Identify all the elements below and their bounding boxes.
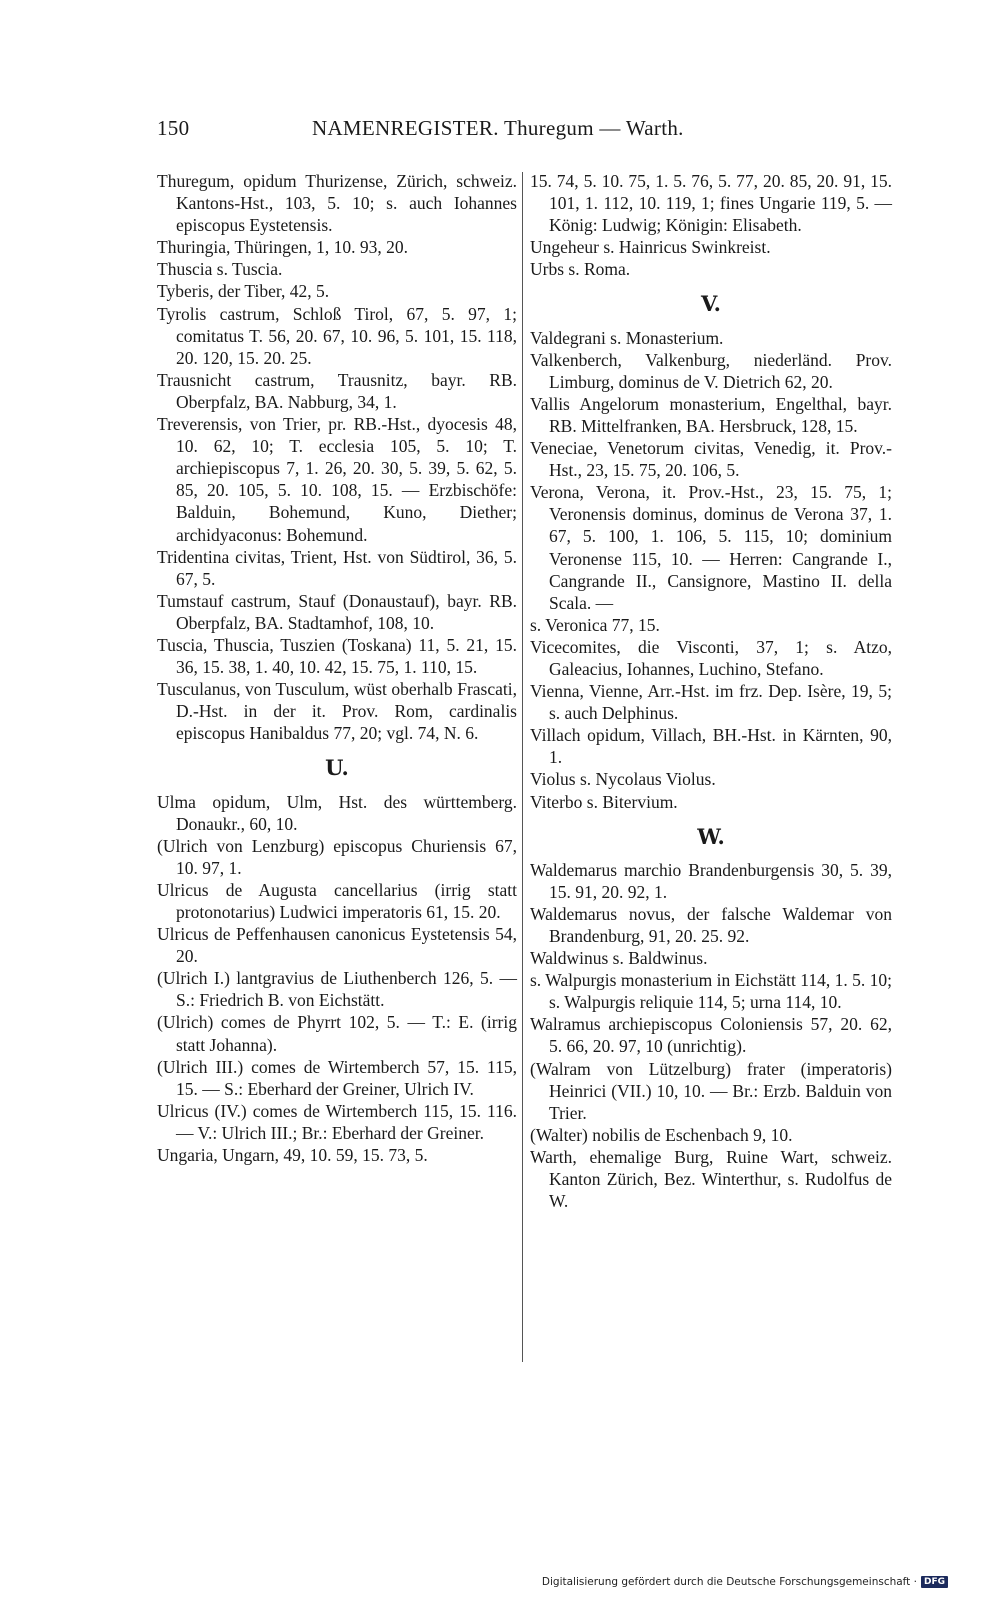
- index-entry: Waldemarus marchio Brandenburgensis 30, 5. 39, 15. 91, 20. 92, 1.: [530, 859, 892, 902]
- index-entry: Tyrolis castrum, Schloß Tirol, 67, 5. 97, 1; comitatus T. 56, 20. 67, 10. 96, 5. 101, 15. 118, 20. 120, 15. 20. 25.: [157, 303, 517, 368]
- index-entry: Vienna, Vienne, Arr.-Hst. im frz. Dep. Isère, 19, 5; s. auch Delphinus.: [530, 681, 892, 724]
- index-entry: Thuringia, Thüringen, 1, 10. 93, 20.: [157, 237, 408, 258]
- index-entry: s. Walpurgis monasterium in Eichstätt 114, 1. 5. 10; s. Walpurgis reliquie 114, 5; urna 114, 10.: [530, 970, 892, 1013]
- index-entry: Verona, Verona, it. Prov.-Hst., 23, 15. 75, 1; Veronensis dominus, dominus de Verona 37, 1. 67, 5. 100, 1. 106, 5. 115, 10; dominium Veronense 115, 10. — Herren: Cangrande I., Cangrande II., Cansignore, Mastino II. della Scala. —: [530, 482, 892, 613]
- running-title: NAMENREGISTER. Thuregum — Warth.: [312, 116, 684, 140]
- index-entry: Violus s. Nycolaus Violus.: [530, 769, 716, 790]
- right-column: [530, 170, 892, 1212]
- section-letter-heading: V.: [701, 291, 721, 317]
- index-entry: Ulricus (IV.) comes de Wirtemberch 115, 15. 116. — V.: Ulrich III.; Br.: Eberhard der Greiner.: [157, 1100, 517, 1143]
- index-entry: Tuscia, Thuscia, Tuszien (Toskana) 11, 5. 21, 15. 36, 15. 38, 1. 40, 10. 42, 15. 75, 1. 110, 15.: [157, 634, 517, 678]
- index-entry: Waldwinus s. Baldwinus.: [530, 948, 708, 969]
- dfg-logo-icon: DFG: [921, 1576, 948, 1588]
- footer-credit: Digitalisierung gefördert durch die Deutsche Forschungsgemeinschaft ·: [541, 1576, 917, 1588]
- index-entry: Valdegrani s. Monasterium.: [530, 327, 724, 348]
- index-entry: Tumstauf castrum, Stauf (Donaustauf), bayr. RB. Oberpfalz, BA. Stadtamhof, 108, 10.: [157, 590, 517, 633]
- index-entry: Thuregum, opidum Thurizense, Zürich, schweiz. Kantons-Hst., 103, 5. 10; s. auch Iohannes episcopus Eystetensis.: [157, 171, 517, 236]
- page-header: [157, 116, 857, 146]
- index-entry: Waldemarus novus, der falsche Waldemar von Brandenburg, 91, 20. 25. 92.: [530, 903, 892, 946]
- index-entry: Warth, ehemalige Burg, Ruine Wart, schweiz. Kanton Zürich, Bez. Winterthur, s. Rudolfus de W.: [530, 1146, 892, 1212]
- index-entry: 15. 74, 5. 10. 75, 1. 5. 76, 5. 77, 20. 85, 20. 91, 15. 101, 1. 112, 10. 119, 1; fines Ungarie 119, 5. — König: Ludwig; Königin: Elisabeth.: [530, 171, 892, 236]
- section-letter-heading: W.: [697, 823, 725, 849]
- index-entry: Viterbo s. Bitervium.: [530, 791, 678, 812]
- index-entry: Ulricus de Peffenhausen canonicus Eystetensis 54, 20.: [157, 924, 517, 967]
- index-entry: Vallis Angelorum monasterium, Engelthal, bayr. RB. Mittelfranken, BA. Hersbruck, 128, 15.: [530, 393, 892, 436]
- index-entry: Ulricus de Augusta cancellarius (irrig statt protonotarius) Ludwici imperatoris 61, 15. 20.: [157, 879, 517, 922]
- index-entry: Treverensis, von Trier, pr. RB.-Hst., dyocesis 48, 10. 62, 10; T. ecclesia 105, 5. 10; T. archiepiscopus 7, 1. 26, 20. 30, 5. 39, 5. 62, 5. 85, 20. 105, 5. 10. 108, 15. — Erzbischöfe: Balduin, Bohemund, Kuno, Diether; archidyaconus: Bohemund.: [157, 414, 517, 545]
- index-entry: (Ulrich III.) comes de Wirtemberch 57, 15. 115, 15. — S.: Eberhard der Greiner, Ulrich IV.: [157, 1056, 517, 1099]
- index-entry: (Ulrich von Lenzburg) episcopus Churiensis 67, 10. 97, 1.: [157, 835, 517, 878]
- index-entry: Urbs s. Roma.: [530, 259, 631, 280]
- index-entry: (Ulrich I.) lantgravius de Liuthenberch 126, 5. — S.: Friedrich B. von Eichstätt.: [157, 968, 517, 1011]
- index-entry: Vicecomites, die Visconti, 37, 1; s. Atzo, Galeacius, Iohannes, Luchino, Stefano.: [530, 636, 892, 679]
- index-entry: Veneciae, Venetorum civitas, Venedig, it. Prov.-Hst., 23, 15. 75, 20. 106, 5.: [530, 438, 892, 481]
- index-entry: s. Veronica 77, 15.: [530, 614, 660, 635]
- index-entry: Trausnicht castrum, Trausnitz, bayr. RB. Oberpfalz, BA. Nabburg, 34, 1.: [157, 369, 517, 412]
- left-column: [157, 170, 517, 1166]
- section-letter-heading: U.: [325, 755, 349, 781]
- index-entry: Ungaria, Ungarn, 49, 10. 59, 15. 73, 5.: [157, 1145, 428, 1166]
- index-entry: Villach opidum, Villach, BH.-Hst. in Kärnten, 90, 1.: [530, 725, 892, 768]
- page-number: 150: [157, 116, 190, 140]
- index-entry: (Ulrich) comes de Phyrrt 102, 5. — T.: E. (irrig statt Johanna).: [157, 1012, 517, 1055]
- index-entry: Ungeheur s. Hainricus Swinkreist.: [530, 237, 771, 258]
- index-entry: Tusculanus, von Tusculum, wüst oberhalb Frascati, D.-Hst. in der it. Prov. Rom, cardinalis episcopus Hanibaldus 77, 20; vgl. 74, N. 6.: [157, 679, 517, 744]
- index-entry: (Walter) nobilis de Eschenbach 9, 10.: [530, 1124, 793, 1145]
- index-entry: Ulma opidum, Ulm, Hst. des württemberg. Donaukr., 60, 10.: [157, 791, 517, 834]
- index-entry: (Walram von Lützelburg) frater (imperatoris) Heinrici (VII.) 10, 10. — Br.: Erzb. Balduin von Trier.: [530, 1058, 892, 1123]
- index-entry: Walramus archiepiscopus Coloniensis 57, 20. 62, 5. 66, 20. 97, 10 (unrichtig).: [530, 1014, 892, 1057]
- footer: [542, 1576, 948, 1588]
- column-divider: [522, 172, 523, 1362]
- index-entry: Valkenberch, Valkenburg, niederländ. Prov. Limburg, dominus de V. Dietrich 62, 20.: [530, 349, 892, 392]
- index-entry: Tridentina civitas, Trient, Hst. von Südtirol, 36, 5. 67, 5.: [157, 546, 517, 589]
- index-entry: Thuscia s. Tuscia.: [157, 259, 283, 280]
- index-entry: Tyberis, der Tiber, 42, 5.: [157, 281, 330, 302]
